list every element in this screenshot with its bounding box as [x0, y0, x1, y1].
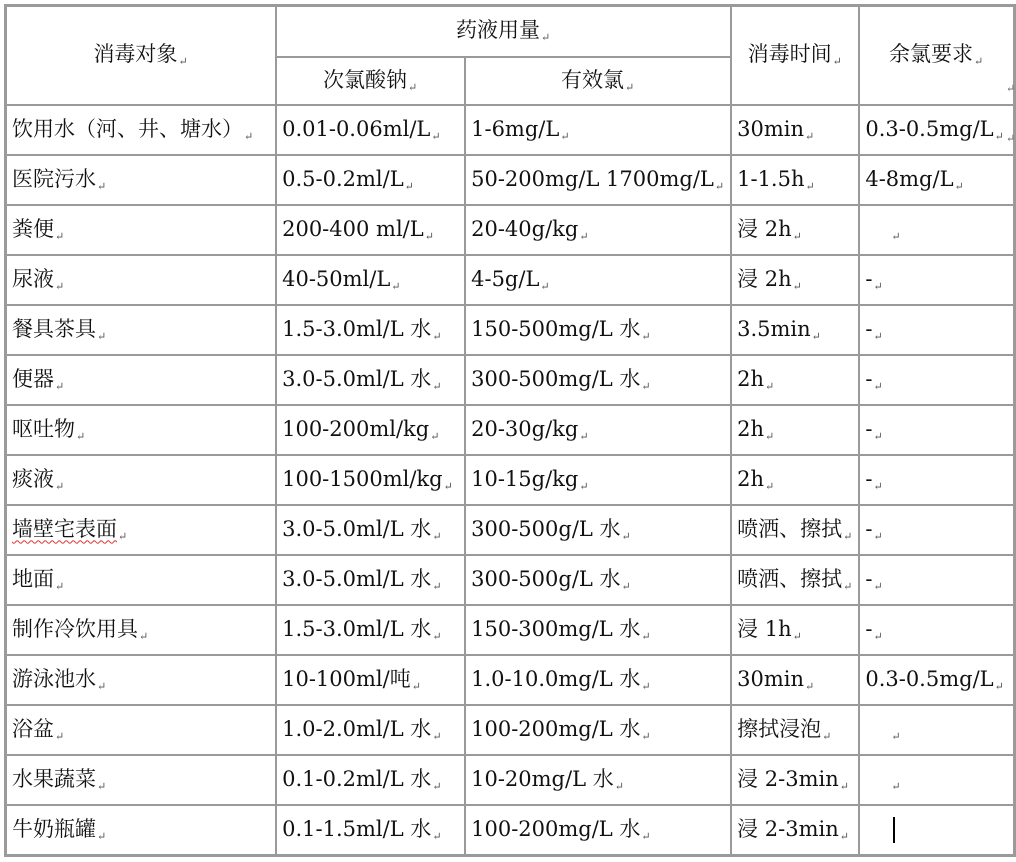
cell-text: - [865, 516, 873, 541]
cell-text: 浴盆 [12, 716, 54, 741]
cell-chlorine[interactable] [465, 805, 731, 855]
paragraph-mark-icon: ↵ [873, 629, 883, 643]
cell-time[interactable] [731, 355, 859, 405]
header-row [6, 6, 1014, 57]
cell-residual[interactable] [859, 755, 1014, 805]
cell-target[interactable] [6, 105, 276, 155]
cell-residual[interactable] [859, 305, 1014, 355]
cell-text: 浸 1h [737, 616, 792, 641]
cell-text: 牛奶瓶罐 [12, 816, 96, 841]
cell-time[interactable] [731, 655, 859, 705]
paragraph-mark-icon: ↵ [391, 279, 401, 293]
cell-residual[interactable] [859, 405, 1014, 455]
cell-target[interactable] [6, 405, 276, 455]
paragraph-mark-icon: ↵ [432, 529, 442, 543]
cell-naclo[interactable] [276, 455, 465, 505]
header-residual-cell[interactable] [859, 6, 1014, 105]
cell-naclo[interactable] [276, 255, 465, 305]
paragraph-mark-icon: ↵ [641, 679, 651, 693]
cell-target[interactable] [6, 705, 276, 755]
cell-text: 100-200ml/kg [282, 416, 430, 441]
paragraph-mark-icon: ↵ [891, 229, 901, 243]
paragraph-mark-icon: ↵ [792, 629, 802, 643]
paragraph-mark-icon: ↵ [579, 229, 589, 243]
cell-text: 制作冷饮用具 [12, 616, 138, 641]
paragraph-mark-icon: ↵ [540, 31, 551, 44]
table-row [6, 205, 1014, 255]
cell-text: 4-5g/L [471, 266, 540, 291]
paragraph-mark-icon: ↵ [843, 579, 853, 593]
table-row [6, 255, 1014, 305]
paragraph-mark-icon: ↵ [55, 379, 65, 393]
row-end-mark-icon: ↵ [1006, 82, 1016, 95]
paragraph-mark-icon: ↵ [873, 379, 883, 393]
paragraph-mark-icon: ↵ [432, 829, 442, 843]
paragraph-mark-icon: ↵ [432, 629, 442, 643]
paragraph-mark-icon: ↵ [97, 829, 107, 843]
paragraph-mark-icon: ↵ [843, 529, 853, 543]
cell-text: 0.3-0.5mg/L [865, 666, 994, 691]
cell-naclo[interactable] [276, 355, 465, 405]
paragraph-mark-icon: ↵ [641, 329, 651, 343]
header-dosage-cell[interactable] [276, 6, 731, 57]
cell-chlorine[interactable] [465, 705, 731, 755]
paragraph-mark-icon: ↵ [873, 529, 883, 543]
cell-text: 饮用水（河、井、塘水） [12, 116, 243, 141]
cell-chlorine[interactable] [465, 205, 731, 255]
cell-residual[interactable] [859, 205, 1014, 255]
paragraph-mark-icon: ↵ [621, 579, 631, 593]
paragraph-mark-icon: ↵ [805, 129, 815, 143]
cell-time[interactable] [731, 105, 859, 155]
paragraph-mark-icon: ↵ [443, 479, 453, 493]
paragraph-mark-icon: ↵ [97, 179, 107, 193]
paragraph-mark-icon: ↵ [411, 679, 421, 693]
table-row [6, 505, 1014, 555]
cell-text: - [865, 316, 873, 341]
cell-text: 30min [737, 116, 804, 141]
cell-text: - [865, 366, 873, 391]
paragraph-mark-icon: ↵ [891, 729, 901, 743]
cell-time[interactable] [731, 205, 859, 255]
cell-target[interactable] [6, 755, 276, 805]
cell-naclo[interactable] [276, 155, 465, 205]
header-chlorine: 有效氯 [561, 67, 624, 92]
paragraph-mark-icon: ↵ [97, 679, 107, 693]
cell-text: 100-1500ml/kg [282, 466, 443, 491]
cell-residual[interactable] [859, 505, 1014, 555]
cell-chlorine[interactable] [465, 405, 731, 455]
disinfection-table [4, 4, 1016, 857]
paragraph-mark-icon: ↵ [822, 729, 832, 743]
paragraph-mark-icon: ↵ [118, 529, 128, 543]
cell-target[interactable] [6, 655, 276, 705]
cell-naclo[interactable] [276, 605, 465, 655]
cell-text: 喷洒、擦拭 [737, 566, 843, 591]
cell-text: 10-20mg/L 水 [471, 766, 614, 791]
paragraph-mark-icon: ↵ [805, 679, 815, 693]
cell-naclo[interactable] [276, 705, 465, 755]
paragraph-mark-icon: ↵ [839, 829, 849, 843]
paragraph-mark-icon: ↵ [974, 55, 984, 68]
header-target-cell[interactable] [6, 6, 276, 105]
cell-text: 尿液 [12, 266, 54, 291]
table-body [6, 6, 1014, 855]
paragraph-mark-icon: ↵ [244, 129, 254, 143]
cell-text: 200-400 ml/L [282, 216, 424, 241]
paragraph-mark-icon: ↵ [560, 129, 570, 143]
paragraph-mark-icon: ↵ [839, 779, 849, 793]
header-target: 消毒对象 [93, 42, 178, 66]
cell-naclo[interactable] [276, 805, 465, 855]
cell-text: 30min [737, 666, 804, 691]
cell-residual[interactable] [859, 255, 1014, 305]
cell-text: 擦拭浸泡 [737, 716, 822, 741]
cell-text: 3.5min [737, 316, 811, 341]
paragraph-mark-icon: ↵ [407, 80, 418, 94]
paragraph-mark-icon: ↵ [994, 679, 1004, 693]
cell-naclo[interactable] [276, 205, 465, 255]
cell-text: 50-200mg/L 1700mg/L [471, 166, 714, 191]
row-end-mark-icon: ↵ [1006, 132, 1016, 145]
cell-text: 1.0-10.0mg/L 水 [471, 666, 641, 691]
paragraph-mark-icon: ↵ [404, 179, 414, 193]
cell-target[interactable] [6, 555, 276, 605]
cell-time[interactable] [731, 405, 859, 455]
cell-text: 喷洒、擦拭 [737, 516, 843, 541]
cell-chlorine[interactable] [465, 755, 731, 805]
cell-text: 10-15g/kg [471, 466, 579, 491]
cell-text: 150-300mg/L 水 [471, 616, 641, 641]
cell-residual[interactable] [859, 605, 1014, 655]
cell-naclo[interactable] [276, 105, 465, 155]
paragraph-mark-icon: ↵ [641, 829, 651, 843]
cell-text: 医院污水 [12, 166, 96, 191]
cell-residual[interactable] [859, 355, 1014, 405]
paragraph-mark-icon: ↵ [954, 179, 964, 193]
cell-text: 150-500mg/L 水 [471, 316, 641, 341]
cell-text: 300-500g/L 水 [471, 516, 621, 541]
cell-time[interactable] [731, 155, 859, 205]
cell-time[interactable] [731, 455, 859, 505]
cell-text: 2h [737, 366, 764, 391]
cell-target[interactable] [6, 505, 276, 555]
cell-text: 20-40g/kg [471, 216, 579, 241]
cell-chlorine[interactable] [465, 305, 731, 355]
cell-text: 3.0-5.0ml/L 水 [282, 566, 432, 591]
cell-text: 20-30g/kg [471, 416, 579, 441]
table-row [6, 655, 1014, 705]
paragraph-mark-icon: ↵ [540, 279, 550, 293]
table-row [6, 705, 1014, 755]
cell-text: 0.5-0.2ml/L [282, 166, 404, 191]
paragraph-mark-icon: ↵ [891, 779, 901, 793]
cell-residual[interactable] [859, 555, 1014, 605]
cell-residual[interactable] [859, 655, 1014, 705]
cell-time[interactable] [731, 805, 859, 855]
cell-text: 粪便 [12, 216, 54, 241]
header-dosage: 药液用量 [455, 18, 540, 42]
cell-text: 100-200mg/L 水 [471, 816, 641, 841]
paragraph-mark-icon: ↵ [432, 329, 442, 343]
cell-time[interactable] [731, 255, 859, 305]
cell-text: 1-6mg/L [471, 116, 560, 141]
paragraph-mark-icon: ↵ [97, 779, 107, 793]
table-row [6, 355, 1014, 405]
text-cursor [893, 817, 895, 843]
paragraph-mark-icon: ↵ [641, 379, 651, 393]
cell-time[interactable] [731, 755, 859, 805]
cell-text: 2h [737, 416, 764, 441]
paragraph-mark-icon: ↵ [139, 629, 149, 643]
cell-text: 0.1-1.5ml/L 水 [282, 816, 432, 841]
cell-naclo[interactable] [276, 305, 465, 355]
cell-target[interactable] [6, 355, 276, 405]
paragraph-mark-icon: ↵ [765, 429, 775, 443]
paragraph-mark-icon: ↵ [765, 479, 775, 493]
header-residual: 余氯要求 [889, 42, 974, 66]
header-chlorine-cell[interactable] [465, 57, 731, 105]
cell-residual[interactable] [859, 705, 1014, 755]
header-naclo: 次氯酸钠 [322, 67, 407, 92]
paragraph-mark-icon: ↵ [178, 55, 188, 68]
cell-text: 3.0-5.0ml/L 水 [282, 516, 432, 541]
cell-chlorine[interactable] [465, 655, 731, 705]
cell-text: 1.5-3.0ml/L 水 [282, 616, 432, 641]
cell-text: 300-500mg/L 水 [471, 366, 641, 391]
cell-text: - [865, 616, 873, 641]
cell-naclo[interactable] [276, 405, 465, 455]
cell-text: 1.5-3.0ml/L 水 [282, 316, 432, 341]
header-naclo-cell[interactable] [276, 57, 465, 105]
cell-text: 墙壁宅表面 [12, 516, 117, 541]
cell-residual[interactable] [859, 455, 1014, 505]
paragraph-mark-icon: ↵ [641, 629, 651, 643]
cell-chlorine[interactable] [465, 455, 731, 505]
paragraph-mark-icon: ↵ [55, 479, 65, 493]
paragraph-mark-icon: ↵ [873, 429, 883, 443]
paragraph-mark-icon: ↵ [873, 579, 883, 593]
paragraph-mark-icon: ↵ [55, 279, 65, 293]
cell-time[interactable] [731, 555, 859, 605]
paragraph-mark-icon: ↵ [873, 279, 883, 293]
paragraph-mark-icon: ↵ [792, 229, 802, 243]
cell-text: 1-1.5h [737, 166, 805, 191]
paragraph-mark-icon: ↵ [55, 229, 65, 243]
cell-time[interactable] [731, 705, 859, 755]
cell-text: 痰液 [12, 466, 54, 491]
paragraph-mark-icon: ↵ [432, 729, 442, 743]
paragraph-mark-icon: ↵ [832, 55, 842, 68]
cell-text: 水果蔬菜 [12, 766, 96, 791]
cell-naclo[interactable] [276, 755, 465, 805]
table-row [6, 605, 1014, 655]
cell-text: - [865, 266, 873, 291]
paragraph-mark-icon: ↵ [614, 779, 624, 793]
cell-chlorine[interactable] [465, 555, 731, 605]
cell-target[interactable] [6, 805, 276, 855]
paragraph-mark-icon: ↵ [97, 329, 107, 343]
cell-text: 地面 [12, 566, 54, 591]
cell-text: 300-500g/L 水 [471, 566, 621, 591]
paragraph-mark-icon: ↵ [579, 479, 589, 493]
paragraph-mark-icon: ↵ [579, 429, 589, 443]
table-row [6, 805, 1014, 855]
cell-text: 40-50ml/L [282, 266, 391, 291]
paragraph-mark-icon: ↵ [805, 179, 815, 193]
cell-text: 便器 [12, 366, 54, 391]
cell-text: 0.3-0.5mg/L [865, 116, 994, 141]
cell-text: 浸 2h [737, 216, 792, 241]
cell-time[interactable] [731, 505, 859, 555]
cell-target[interactable] [6, 155, 276, 205]
table-row [6, 455, 1014, 505]
cell-text: 浸 2-3min [737, 816, 839, 841]
cell-residual[interactable] [859, 805, 1014, 855]
paragraph-mark-icon: ↵ [430, 429, 440, 443]
cell-target[interactable] [6, 455, 276, 505]
cell-naclo[interactable] [276, 655, 465, 705]
cell-text: 3.0-5.0ml/L 水 [282, 366, 432, 391]
cell-text: 浸 2-3min [737, 766, 839, 791]
cell-text: - [865, 466, 873, 491]
paragraph-mark-icon: ↵ [431, 129, 441, 143]
cell-residual[interactable] [859, 155, 1014, 205]
paragraph-mark-icon: ↵ [873, 479, 883, 493]
paragraph-mark-icon: ↵ [625, 80, 635, 94]
cell-time[interactable] [731, 305, 859, 355]
cell-target[interactable] [6, 205, 276, 255]
paragraph-mark-icon: ↵ [76, 429, 86, 443]
cell-text: 100-200mg/L 水 [471, 716, 641, 741]
cell-text: 1.0-2.0ml/L 水 [282, 716, 432, 741]
table-row [6, 105, 1014, 155]
paragraph-mark-icon: ↵ [55, 579, 65, 593]
cell-target[interactable] [6, 305, 276, 355]
cell-residual[interactable] [859, 105, 1014, 155]
paragraph-mark-icon: ↵ [432, 579, 442, 593]
cell-text: 游泳池水 [12, 666, 96, 691]
table-row [6, 555, 1014, 605]
table-row [6, 155, 1014, 205]
paragraph-mark-icon: ↵ [792, 279, 802, 293]
cell-chlorine[interactable] [465, 155, 731, 205]
cell-time[interactable] [731, 605, 859, 655]
cell-target[interactable] [6, 255, 276, 305]
cell-text: - [865, 416, 873, 441]
paragraph-mark-icon: ↵ [765, 379, 775, 393]
table-row [6, 755, 1014, 805]
cell-chlorine[interactable] [465, 255, 731, 305]
cell-chlorine[interactable] [465, 355, 731, 405]
paragraph-mark-icon: ↵ [994, 129, 1004, 143]
table-row [6, 405, 1014, 455]
cell-text: - [865, 566, 873, 591]
cell-text: 餐具茶具 [12, 316, 96, 341]
table-row [6, 305, 1014, 355]
cell-naclo[interactable] [276, 505, 465, 555]
cell-text: 呕吐物 [12, 416, 75, 441]
paragraph-mark-icon: ↵ [873, 329, 883, 343]
cell-chlorine[interactable] [465, 605, 731, 655]
header-time: 消毒时间 [747, 42, 832, 66]
paragraph-mark-icon: ↵ [55, 729, 65, 743]
paragraph-mark-icon: ↵ [641, 729, 651, 743]
cell-chlorine[interactable] [465, 505, 731, 555]
cell-chlorine[interactable] [465, 105, 731, 155]
paragraph-mark-icon: ↵ [714, 179, 725, 193]
cell-naclo[interactable] [276, 555, 465, 605]
cell-text: 0.01-0.06ml/L [282, 116, 431, 141]
paragraph-mark-icon: ↵ [621, 529, 631, 543]
cell-text: 2h [737, 466, 764, 491]
header-time-cell[interactable] [731, 6, 859, 105]
cell-text: 浸 2h [737, 266, 792, 291]
cell-text: 10-100ml/吨 [282, 666, 411, 691]
cell-target[interactable] [6, 605, 276, 655]
paragraph-mark-icon: ↵ [432, 379, 442, 393]
cell-text: 0.1-0.2ml/L 水 [282, 766, 432, 791]
cell-text: 4-8mg/L [865, 166, 954, 191]
paragraph-mark-icon: ↵ [432, 779, 442, 793]
paragraph-mark-icon: ↵ [424, 229, 434, 243]
paragraph-mark-icon: ↵ [811, 329, 821, 343]
